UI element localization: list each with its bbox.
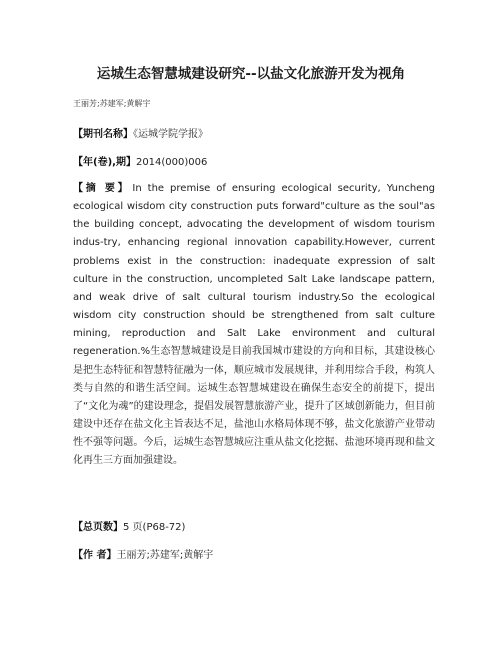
abstract-block bbox=[73, 180, 435, 471]
authors-value: 王丽芳;苏建军;黄解宇 bbox=[116, 550, 214, 561]
page-count-field bbox=[73, 518, 185, 533]
document-title: 运城生态智慧城建设研究--以盐文化旅游开发为视角 bbox=[96, 66, 406, 82]
authors-field bbox=[73, 546, 213, 561]
abstract-label: 【摘 要】 bbox=[73, 183, 131, 194]
authors-label: 【作 者】 bbox=[73, 550, 117, 561]
abstract-text: In the premise of ensuring ecological security, Yuncheng ecological wisdom city construction puts forward"culture as the soul"as the building concept, advocating the development of wisdom tourism indus-try, enhancing regional innovation capability.However, current problems exist in the construction: inadequate expression of salt culture in the construction, uncompleted Salt Lake landscape pattern, and weak drive of salt cultural tourism industry.So the ecological wisdom city construction should be strengthened from salt culture mining, reproduction and Salt Lake environment and cultural regeneration.%生态智慧城建设是目前我国城市建设的方向和目标，其建设核心是把生态特征和智慧特征融为一体，顺应城市发展规律，并利用综合手段，构筑人类与自然的和谐生活空间。运城生态智慧城建设在确保生态安全的前提下，提出了“文化为魂”的建设理念，提倡发展智慧旅游产业，提升了区域创新能力，但目前建设中还存在盐文化主旨表达不足，盐池山水格局体现不够，盐文化旅游产业带动性不强等问题。今后，运城生态智慧城应注重从盐文化挖掘、盐池环境再现和盐文化再生三方面加强建设。 bbox=[73, 183, 436, 467]
journal-label: 【期刊名称】 bbox=[73, 129, 133, 140]
page-count-label: 【总页数】 bbox=[73, 522, 123, 533]
year-issue-label: 【年(卷),期】 bbox=[73, 157, 136, 168]
journal-field bbox=[73, 125, 208, 140]
year-issue-field bbox=[73, 153, 207, 168]
journal-value: 《运城学院学报》 bbox=[133, 129, 208, 140]
page-count-value: 5 页(P68-72) bbox=[123, 522, 186, 533]
year-issue-value: 2014(000)006 bbox=[135, 157, 208, 168]
authors-line: 王丽芳;苏建军;黄解宇 bbox=[73, 99, 151, 108]
